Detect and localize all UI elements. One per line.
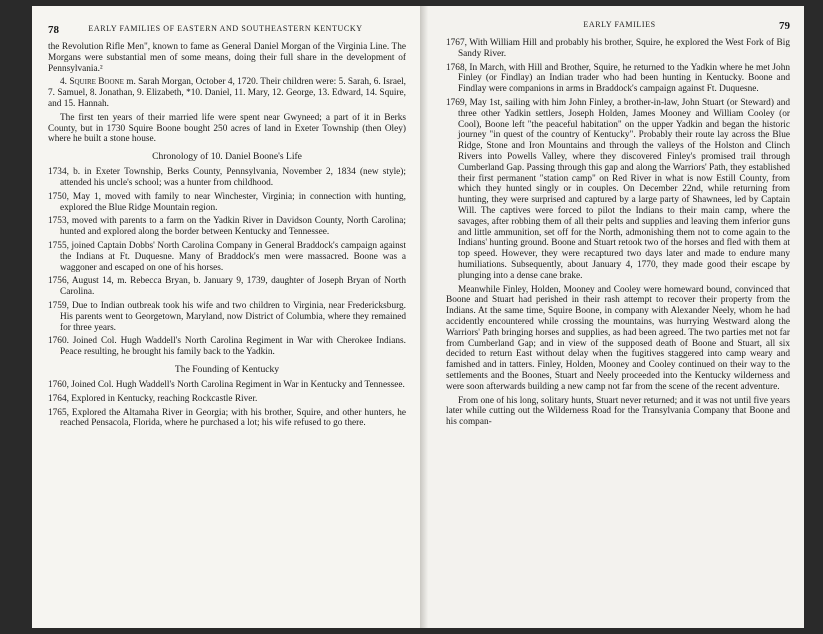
chronology-entry: 1768, In March, with Hill and Brother, Squire, he returned to the Yadkin where he met John Finley (or Findlay) an Indian trader who had been hunting in Kentucky. Boone and Findlay were companions in arms in Braddock's campaign against Ft. Duquesne. <box>446 62 790 95</box>
right-page <box>428 6 804 628</box>
final-paragraph: From one of his long, solitary hunts, Stuart never returned; and it was not until five years later while cutting out the Wilderness Road for the Transylvania Company that Boone and his compan- <box>446 395 790 428</box>
chronology-entry: 1756, August 14, m. Rebecca Bryan, b. January 9, 1739, daughter of Joseph Bryan of North Carolina. <box>48 276 406 298</box>
squire-boone-paragraph <box>48 77 406 109</box>
chronology-entry: 1759, Due to Indian outbreak took his wife and two children to Virginia, near Fredericksburg. His parents went to Georgetown, Maryland, now District of Columbia, where they remained for three years. <box>48 300 406 333</box>
chronology-entry: 1750, May 1, moved with family to near Winchester, Virginia; in connection with hunting, explored the Blue Ridge Mountain region. <box>48 191 406 213</box>
book-gutter <box>420 6 428 628</box>
founding-entry: 1764, Explored in Kentucky, reaching Rockcastle River. <box>48 393 258 404</box>
chronology-heading: Chronology of 10. Daniel Boone's Life <box>152 151 302 163</box>
left-page-header <box>48 24 406 36</box>
chronology-entry: 1734, b. in Exeter Township, Berks County, Pennsylvania, November 2, 1834 (new style); attended his uncle's school; was a hunter from childhood. <box>48 167 406 188</box>
chronology-entry: 1753, moved with parents to a farm on the Yadkin River in Davidson County, North Carolina; hunted and explored along the border between Kentucky and Tennessee. <box>48 216 406 238</box>
chronology-entry: 1755, joined Captain Dobbs' North Carolina Company in General Braddock's campaign against the Indians at Ft. Duquesne. Many of Braddock's men were massacred. Boone was a waggoner and escaped on one of his horses. <box>48 240 406 273</box>
founding-entry: 1765, Explored the Altamaha River in Georgia; with his brother, Squire, and other hunters, he reached Pensacola, Florida, where he purchased a lot; his wife refused to go there. <box>48 407 406 429</box>
chronology-entry: 1769, May 1st, sailing with him John Finley, a brother-in-law, John Stuart (or Steward) and three other Yadkin settlers, Joseph Holden, James Mooney and William Cooley (or Cool), Boone left "the peaceful habitation" on the upper Yadkin and began the historic journey "in quest of the country of Kentucky". Probably their route lay across the Blue Ridge, Stone and Iron Mountains and through the valleys of the Holston and Clinch Rivers into Powells Valley, where they discovered Finley's promised trail through Cumberland Gap. Passing through this gap and along the Warriors' Path, they established their first permanent "station camp" on Red River in what is now Estill County, from which they hunted singly or in couples. On December 22nd, while returning from hunting, they were surprised and captured by a large party of Shawnees, led by Captain Will. The captives were forced to pilot the Indians to their main camp, where the savages, after robbing them of all their pelts and supplies and leaving them inferior guns and little ammunition, set off for the North, admonishing them not to come again to the Indians' hunting ground. Boone and Stuart retook two of the horses and fled with them at top speed. However, they were recaptured two days later and made to endure many humiliations. Subsequently, about January 4, 1770, they made good their escape by plunging into a dense cane brake. <box>446 97 790 281</box>
chronology-entry: 1767, With William Hill and probably his brother, Squire, he explored the West Fork of Big Sandy River. <box>446 38 790 59</box>
squire-lead: 4. <box>60 77 70 88</box>
founding-heading: The Founding of Kentucky <box>174 363 280 375</box>
squire-name: Squire Boone <box>69 77 124 88</box>
first-years-paragraph: The first ten years of their married life were spent near Gwyneed; a part of it in Berks County, but in 1730 Squire Boone bought 250 acres of land in Exeter Township (then Oley) where he built a stone house. <box>48 112 406 145</box>
right-page-header <box>446 20 790 32</box>
running-head: EARLY FAMILIES OF EASTERN AND SOUTHEASTERN KENTUCKY <box>88 24 363 33</box>
chronology-entry: 1760. Joined Col. Hugh Waddell's North Carolina Regiment in War with Cherokee Indians. Peace resulting, he brought his family back to the Yadkin. <box>48 336 406 358</box>
page-number: 78 <box>48 24 59 36</box>
meanwhile-paragraph: Meanwhile Finley, Holden, Mooney and Cooley were homeward bound, convinced that Boone and Stuart had perished in their rash attempt to recover their property from the Indians. At the same time, Squire Boone, in company with Alexander Neely, whom he had accidently encountered while crossing the mountains, was hurrying Westward along the Warriors' Path bringing horses and supplies, as had been agreed. The two parties met not far from Cumberland Gap; and in view of the supposed death of Boone and Stuart, all six decided to return East without delay when the fugitives staggered into camp weary and famished and in tatters. Finley, Holden, Mooney and Cooley continued on their way to the settlements and the Boones, Stuart and Neely proceeded into the Kentucky wilderness and were soon afterwards building a new camp not far from the scene of the recent adventure. <box>446 284 790 392</box>
squire-rest: m. Sarah Morgan, October 4, 1720. Their children were: 5. Sarah, 6. Israel, 7. Samuel, 8. Jonathan, 9. Elizabeth, *10. Daniel, 11. Mary, 12. George, 13. Edward, 14. Squire, and 15. Hannah. <box>48 77 406 109</box>
intro-paragraph: the Revolution Rifle Men", known to fame as General Daniel Morgan of the Virginia Line. The Morgans were substantial men of some means, doing their full share in the development of Pennsylvania.² <box>48 42 406 74</box>
page-number: 79 <box>779 20 790 32</box>
left-page <box>32 6 420 628</box>
running-head: EARLY FAMILIES <box>583 20 656 29</box>
founding-entry: 1760, Joined Col. Hugh Waddell's North Carolina Regiment in War in Kentucky and Tennessee. <box>48 379 405 390</box>
